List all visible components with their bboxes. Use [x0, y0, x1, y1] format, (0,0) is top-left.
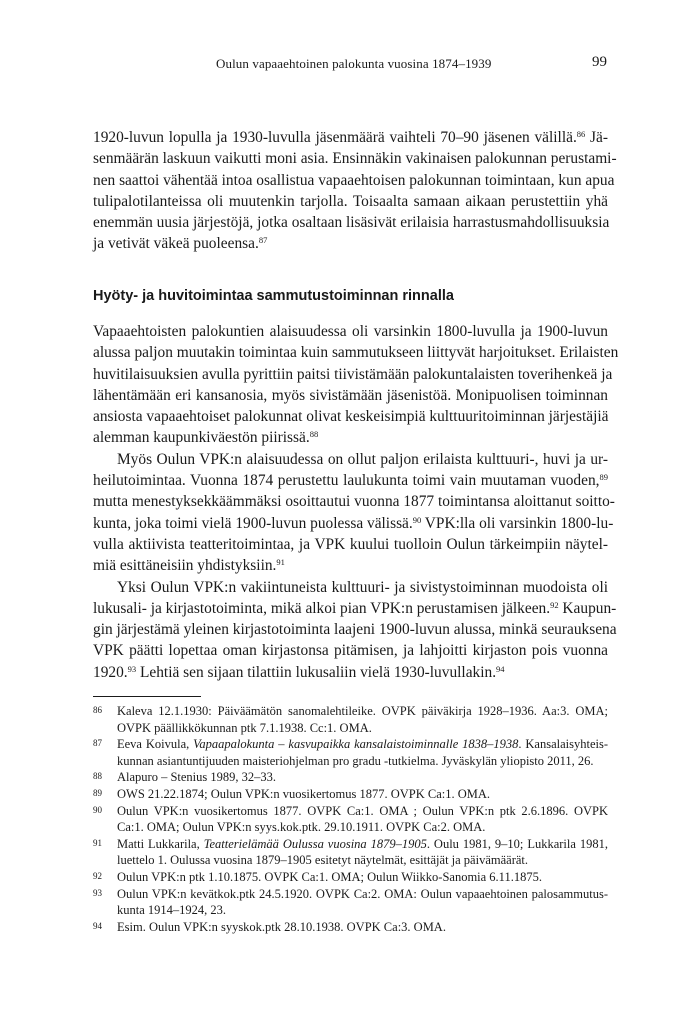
text-line: vulla aktiivista teatteritoimintaa, ja VPK kuului tuolloin Oulun tärkeimpiin näytel-: [93, 535, 608, 553]
footnote-text: OVPK päällikkökunnan ptk 7.1.1938. Cc:1. OMA.: [117, 720, 372, 735]
footnote-text: kunta 1914–1924, 23.: [117, 903, 227, 918]
text-line: mutta menestyksekkäämmäksi osoittautui vuonna 1877 toimintansa aloittanut soitto-: [93, 493, 615, 511]
text-line: senmäärän laskuun vaikutti moni asia. Ensinnäkin vakinaisen palokunnan perustami-: [93, 150, 617, 168]
paragraph-library: [93, 577, 617, 683]
footnote-text: Alapuro – Stenius 1989, 32–33.: [117, 770, 277, 785]
text-line: lähentämään eri kansanosia, myös sivistämään jäsenistöä. Monipuolisen toiminnan: [93, 386, 608, 404]
footnote-number: 91: [93, 837, 102, 848]
footnote-text: kunnan asiantuntijuuden maisteriohjelman pro gradu -tutkielma. Jyväskylän yliopisto 2011, 26.: [117, 753, 594, 768]
footnote-text: Ca:1. OMA; Oulun VPK:n syys.kok.ptk. 29.10.1911. OVPK Ca:2. OMA.: [117, 820, 486, 835]
footnote-text: Kaleva 12.1.1930: Päiväämätön sanomalehtileike. OVPK päiväkirja 1928–1936. Aa:3. OMA;: [117, 704, 608, 718]
text-line: miä esittäneisiin yhdistyksiin.$^{91}$: [93, 557, 285, 575]
footnote-number: 92: [93, 870, 102, 881]
footnote-ref[interactable]: 94: [496, 663, 505, 674]
text-line: ja vetivät väkeä puoleensa.$^{87}$: [93, 235, 268, 253]
footnote-text: Oulun VPK:n ptk 1.10.1875. OVPK Ca:1. OMA; Oulun Wiikko-Sanomia 6.11.1875.: [117, 869, 542, 884]
cited-title: Teatterielämää Oulussa vuosina 1879–1905: [203, 836, 427, 851]
footnote-number: 87: [93, 738, 102, 749]
text-line: nen saattoi vähentää intoa osallistua vapaaehtoisen palokunnan toimintaan, kun apua: [93, 171, 615, 189]
running-header: [0, 56, 700, 74]
text-line: ansiosta vapaaehtoiset palokunnat olivat keskeisimpiä kulttuuritoiminnan järjestäjiä: [93, 408, 609, 426]
cited-title: Vapaapalokunta – kasvupaikka kansalaistoiminnalle 1838–1938: [193, 737, 519, 752]
footnote-number: 90: [93, 804, 102, 815]
footnote-88: [93, 769, 608, 786]
footnote-text: luettelo 1. Oulussa vuosina 1879–1905 esitetyt näytelmät, esittäjät ja päivämäärät.: [117, 853, 529, 868]
footnote-text: Esim. Oulun VPK:n syyskok.ptk 28.10.1938. OVPK Ca:3. OMA.: [117, 919, 446, 934]
footnote-number: 93: [93, 887, 102, 898]
footnote-ref[interactable]: 93: [127, 663, 137, 674]
text-line: lukusali- ja kirjastotoiminta, mikä alkoi pian VPK:n perustamisen jälkeen.$^{92}$ Kaupun-: [93, 599, 617, 617]
text-line: 1920-luvun lopulla ja 1930-luvulla jäsenmäärä vaihteli 70–90 jäsenen välillä.$^{86}$ Jä-: [93, 129, 608, 146]
text-line: gin järjestämä yleinen kirjastotoiminta laajeni 1900-luvun alussa, minkä seurauksena: [93, 621, 617, 639]
footnote-text: Oulun VPK:n kevätkok.ptk 24.5.1920. OVPK Ca:2. OMA: Oulun vapaaehtoinen palosammutus-: [117, 886, 608, 901]
footnote-89: [93, 786, 608, 803]
page-number: 99: [592, 54, 607, 70]
text-line: Vapaaehtoisten palokuntien alaisuudessa oli varsinkin 1800-luvulla ja 1900-luvun: [93, 323, 608, 340]
footnote-91: [93, 836, 608, 869]
footnote-text: Matti Lukkarila, Teatterielämää Oulussa vuosina 1879–1905. Oulu 1981, 9–10; Lukkarila 1981,: [117, 836, 608, 851]
footnote-number: 88: [93, 771, 102, 782]
text-line: heilutoimintaa. Vuonna 1874 perustettu laulukunta toimi vain muutaman vuoden,$^{89}$: [93, 472, 608, 490]
footnote-ref[interactable]: 90: [412, 514, 422, 525]
text-line: Myös Oulun VPK:n alaisuudessa on ollut paljon erilaista kulttuuri-, huvi ja ur-: [117, 450, 608, 468]
footnote-ref[interactable]: 86: [576, 129, 586, 139]
footnote-text: Eeva Koivula, Vapaapalokunta – kasvupaikka kansalaistoiminnalle 1838–1938. Kansalaisyhteis-: [117, 737, 608, 752]
section-heading: Hyöty- ja huvitoimintaa sammutustoiminnan rinnalla: [93, 288, 454, 304]
footnote-90: [93, 803, 608, 836]
paragraph-culture: [93, 449, 615, 577]
text-line: alussa paljon muutakin toimintaa kuin sammutukseen liittyvät harjoitukset. Erilaisten: [93, 344, 619, 362]
text-line: kunta, joka toimi vielä 1900-luvun puolessa välissä.$^{90}$ VPK:lla oli varsinkin 1800-lu-: [93, 514, 614, 532]
running-title: Oulun vapaaehtoinen palokunta vuosina 1874–1939: [216, 56, 492, 71]
footnote-ref[interactable]: 89: [599, 472, 608, 483]
footnote-92: [93, 869, 608, 886]
text-line: huvitilaisuuksien avulla pyrittiin paitsi tiivistämään palokuntalaisten toverihenkeä ja: [93, 365, 613, 383]
text-line: alemman kaupunkiväestön piirissä.$^{88}$: [93, 429, 319, 447]
text-line: VPK päätti lopettaa oman kirjastonsa pitämisen, ja lahjoitti kirjaston pois vuonna: [93, 642, 608, 660]
text-line: enemmän uusia järjestöjä, jotka osaltaan lisäsivät erilaisia harrastusmahdollisuuksia: [93, 214, 610, 232]
text-line: 1920.93 Lehtiä sen sijaan tilattiin lukusaliin vielä 1930-luvullakin.$^{94}$: [93, 663, 505, 681]
footnote-86: [93, 703, 608, 736]
footnote-ref[interactable]: 92: [550, 599, 559, 610]
section-body: [93, 321, 619, 683]
footnotes: [93, 703, 608, 935]
footnote-number: 89: [93, 787, 102, 798]
footnote-94: [93, 919, 608, 936]
paragraph-membership: [93, 127, 617, 255]
footnote-divider: [93, 696, 201, 697]
paragraph-activities: [93, 321, 619, 449]
footnote-87: [93, 736, 608, 769]
footnote-ref[interactable]: 88: [309, 429, 319, 440]
text-line: tulipalotilanteissa oli muutenkin tarjolla. Toisaalta samaan aikaan perustettiin yhä: [93, 192, 608, 210]
footnote-number: 94: [93, 920, 102, 931]
footnote-text: Oulun VPK:n vuosikertomus 1877. OVPK Ca:1. OMA ; Oulun VPK:n ptk 2.6.1896. OVPK: [117, 803, 608, 818]
footnote-text: OWS 21.22.1874; Oulun VPK:n vuosikertomus 1877. OVPK Ca:1. OMA.: [117, 786, 491, 801]
footnote-ref[interactable]: 91: [276, 557, 285, 568]
footnote-93: [93, 886, 608, 919]
text-line: Yksi Oulun VPK:n vakiintuneista kulttuuri- ja sivistystoiminnan muodoista oli: [117, 578, 608, 596]
footnote-ref[interactable]: 87: [258, 235, 268, 246]
footnote-number: 86: [93, 705, 102, 715]
